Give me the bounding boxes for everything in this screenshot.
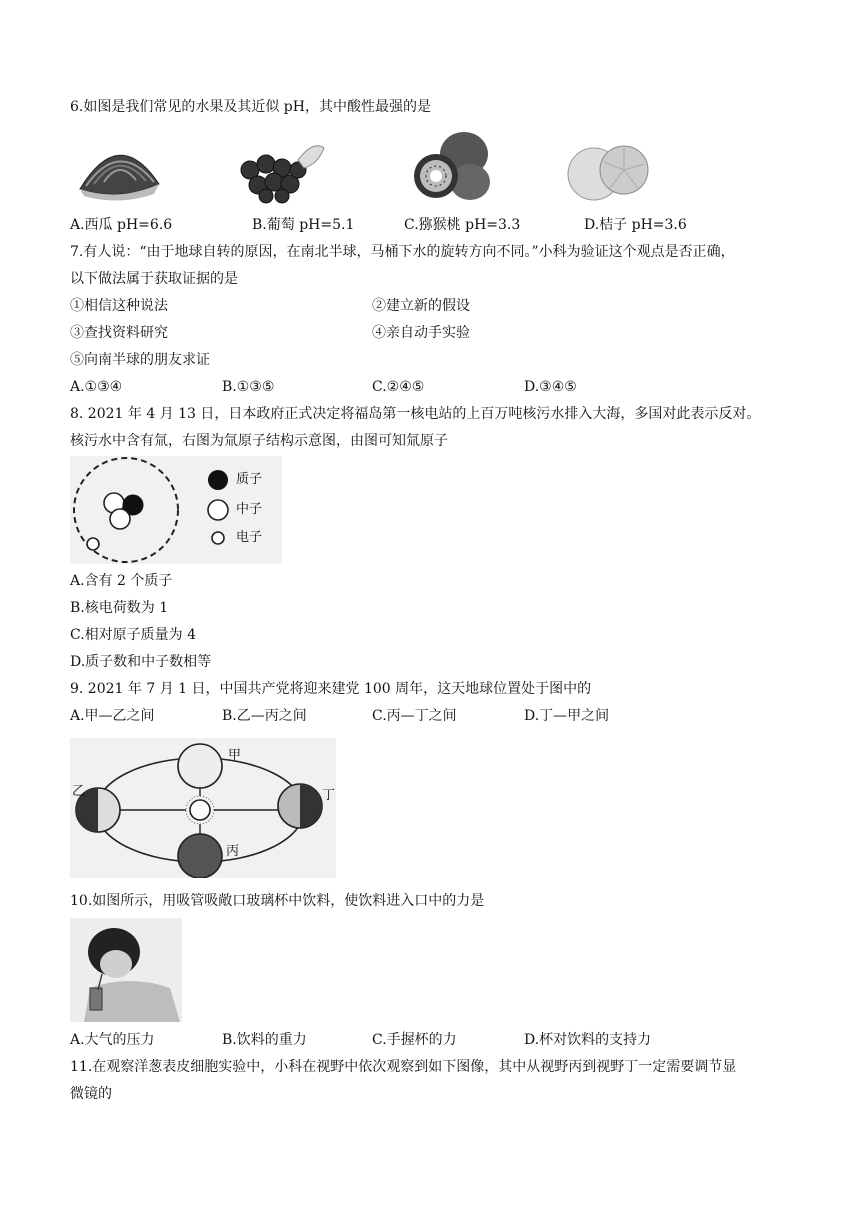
sun-icon (190, 800, 210, 820)
q7-item-5: ⑤向南半球的朋友求证 (70, 352, 210, 368)
q6-option-b: B.葡萄 pH=5.1 (252, 217, 355, 233)
label-yi: 乙 (72, 784, 86, 799)
q6-stem: 6.如图是我们常见的水果及其近似 pH，其中酸性最强的是 (70, 99, 431, 115)
q7-stem-line2: 以下做法属于获取证据的是 (70, 271, 238, 287)
legend-neutron: 中子 (236, 502, 263, 517)
q7-option-d: D.③④⑤ (524, 379, 577, 395)
tritium-atom-diagram (70, 456, 282, 564)
person-drinking-image (70, 918, 182, 1022)
q11-stem-line1: 11.在观察洋葱表皮细胞实验中，小科在视野中依次观察到如下图像，其中从视野丙到视野丁一定需要调节显 (70, 1059, 737, 1075)
q8-option-b: B.核电荷数为 1 (70, 600, 169, 616)
label-bing: 丙 (226, 844, 240, 859)
orange-image (566, 138, 652, 204)
q7-item-4: ④亲自动手实验 (372, 325, 470, 341)
q7-option-a: A.①③④ (70, 379, 123, 395)
q7-option-b: B.①③⑤ (222, 379, 275, 395)
q8-stem-line2: 核污水中含有氚，右图为氚原子结构示意图，由图可知氚原子 (70, 433, 448, 449)
q9-option-d: D.丁—甲之间 (524, 708, 610, 724)
q10-option-b: B.饮料的重力 (222, 1032, 307, 1048)
q7-stem-line1: 7.有人说：“由于地球自转的原因，在南北半球，马桶下水的旋转方向不同。”小科为验证这个观点是否正确， (70, 244, 735, 260)
q9-option-b: B.乙—丙之间 (222, 708, 307, 724)
q8-option-c: C.相对原子质量为 4 (70, 627, 197, 643)
q8-option-d: D.质子数和中子数相等 (70, 654, 212, 670)
q10-option-a: A.大气的压力 (70, 1032, 155, 1048)
q7-item-2: ②建立新的假设 (372, 298, 470, 314)
q6-option-c: C.猕猴桃 pH=3.3 (404, 217, 521, 233)
q11-stem-line2: 微镜的 (70, 1086, 112, 1102)
q9-stem: 9. 2021 年 7 月 1 日，中国共产党将迎来建党 100 周年，这天地球位置处于图中的 (70, 681, 592, 697)
q6-option-d: D.桔子 pH=3.6 (584, 217, 687, 233)
q10-stem: 10.如图所示，用吸管吸敞口玻璃杯中饮料，使饮料进入口中的力是 (70, 893, 485, 909)
watermelon-image (74, 134, 164, 204)
q8-stem-line1: 8. 2021 年 4 月 13 日，日本政府正式决定将福岛第一核电站的上百万吨核污水排入大海，多国对此表示反对。 (70, 406, 761, 422)
grapes-image (238, 130, 328, 204)
q9-option-a: A.甲—乙之间 (70, 708, 155, 724)
kiwi-image (408, 128, 492, 204)
q7-option-c: C.②④⑤ (372, 379, 425, 395)
earth-orbit-diagram (70, 738, 336, 878)
label-jia: 甲 (228, 748, 242, 763)
q8-option-a: A.含有 2 个质子 (70, 573, 173, 589)
q6-option-a: A.西瓜 pH=6.6 (70, 217, 173, 233)
label-ding: 丁 (322, 788, 336, 803)
q10-option-d: D.杯对饮料的支持力 (524, 1032, 652, 1048)
q9-option-c: C.丙—丁之间 (372, 708, 457, 724)
q7-item-3: ③查找资料研究 (70, 325, 168, 341)
q7-item-1: ①相信这种说法 (70, 298, 168, 314)
legend-proton: 质子 (236, 472, 263, 487)
legend-electron: 电子 (236, 530, 263, 545)
q10-option-c: C.手握杯的力 (372, 1032, 457, 1048)
